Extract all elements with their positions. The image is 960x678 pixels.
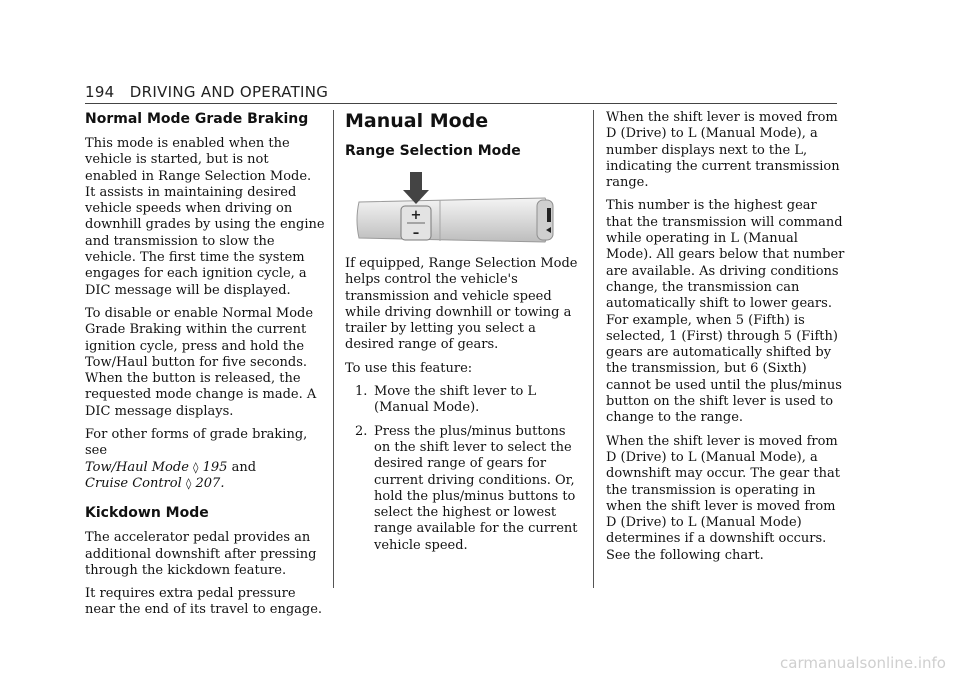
list-item [345, 424, 585, 554]
shift-lever-illustration [345, 170, 585, 250]
steps-list [345, 384, 585, 554]
link-tow-haul-mode[interactable]: Tow/Haul Mode [85, 459, 189, 475]
paragraph: The accelerator pedal provides an additional downshift after pressing through the kickdown feature. [85, 530, 317, 578]
step-text: Move the shift lever to L (Manual Mode). [374, 384, 537, 416]
page-header [85, 83, 837, 101]
and-text: and [231, 459, 257, 475]
heading-normal-mode-grade-braking: Normal Mode Grade Braking [85, 111, 309, 127]
paragraph: It requires extra pedal pressure near the end of its travel to engage. [85, 586, 323, 618]
step-number: 2. [355, 423, 368, 439]
paragraph: This mode is enabled when the vehicle is started, but is not enabled in Range Selection Mode. It assists in maintaining desired vehicle speeds when driving on downhill grades by using the engine and transmission to slow the vehicle. The first time the system engages for each ignition cycle, a DIC message will be displayed. [85, 136, 325, 298]
reference-intro: For other forms of grade braking, see [85, 427, 308, 459]
paragraph-references: For other forms of grade braking, see Tow/Haul Mode ◊ 195 and Cruise Control ◊ 207. [85, 427, 308, 491]
page-ref-icon: ◊ [185, 476, 192, 490]
column-divider [593, 110, 594, 588]
paragraph: To disable or enable Normal Mode Grade Braking within the current ignition cycle, press and hold the Tow/Haul button for five seconds. When the button is released, the requested mode change is made. A DIC message displays. [85, 305, 317, 419]
heading-range-selection-mode: Range Selection Mode [345, 143, 521, 159]
link-cruise-control[interactable]: Cruise Control [85, 475, 182, 491]
heading-manual-mode: Manual Mode [345, 110, 489, 132]
paragraph: This number is the highest gear that the transmission will command while operating in L (Manual Mode). All gears below that number are available. As driving conditions change, the transmission can automatically shift to lower gears. For example, when 5 (Fifth) is selected, 1 (First) through 5 (Fifth) gears are automatically shifted by the transmission, but 6 (Sixth) cannot be used until the plus/minus button on the shift lever is used to change to the range. [606, 198, 845, 426]
step-text: Press the plus/minus buttons on the shift lever to select the desired range of gears for current driving conditions. Or, hold the plus/minus buttons to select the highest or lowest range available for the current vehicle speed. [374, 423, 578, 553]
section-title: DRIVING AND OPERATING [129, 83, 329, 101]
column-divider [333, 110, 334, 588]
minus-label: – [412, 226, 420, 241]
column-2 [345, 110, 585, 561]
step-number: 1. [355, 384, 368, 400]
paragraph: When the shift lever is moved from D (Drive) to L (Manual Mode), a number displays next to the L, indicating the current transmission range. [606, 110, 840, 191]
page-ref-195[interactable]: 195 [202, 459, 228, 475]
column-3 [606, 110, 846, 571]
plus-label: + [410, 208, 422, 223]
paragraph: To use this feature: [345, 360, 473, 376]
list-item [345, 384, 585, 417]
paragraph: If equipped, Range Selection Mode helps control the vehicle's transmission and vehicle speed while driving downhill or towing a trailer by letting you select a desired range of gears. [345, 256, 578, 353]
page-ref-207[interactable]: 207 [195, 475, 221, 491]
paragraph: When the shift lever is moved from D (Drive) to L (Manual Mode), a downshift may occur. The gear that the transmission is operating in when the shift lever is moved from D (Drive) to L (Manual Mode) determines if a downshift occurs. See the following chart. [606, 433, 840, 563]
watermark: carmanualsonline.info [780, 654, 946, 672]
page-number: 194 [85, 83, 115, 101]
page-ref-icon: ◊ [193, 460, 199, 474]
shift-lever-icon [345, 170, 565, 250]
header-rule [85, 103, 837, 104]
column-1 [85, 110, 325, 626]
heading-kickdown-mode: Kickdown Mode [85, 505, 209, 522]
